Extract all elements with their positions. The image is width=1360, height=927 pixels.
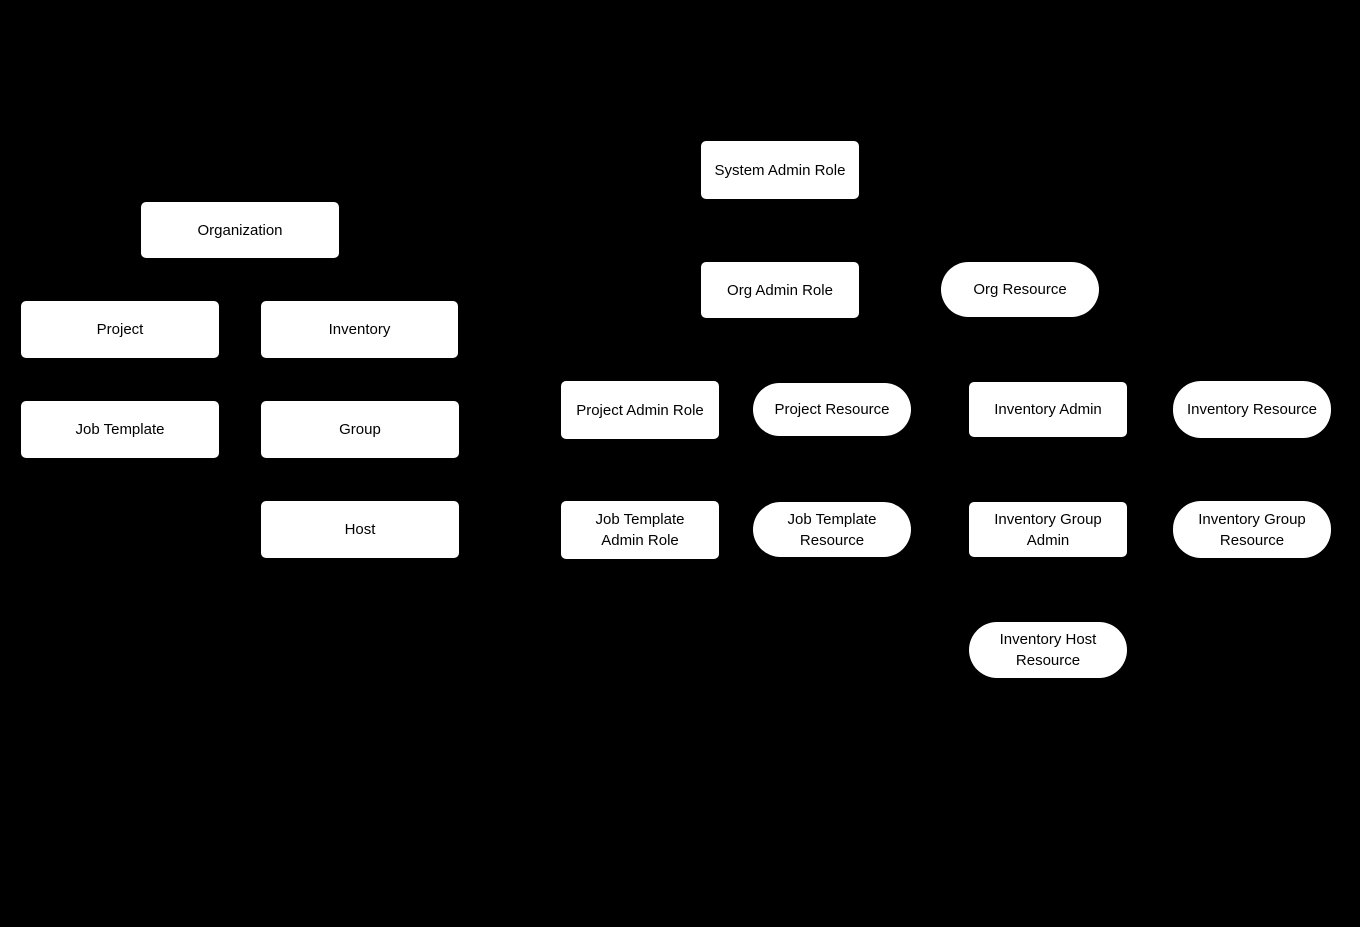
node-organization: Organization xyxy=(141,202,339,258)
node-project: Project xyxy=(21,301,219,358)
node-system-admin-role: System Admin Role xyxy=(701,141,859,199)
node-inventory-host-resource: Inventory Host Resource xyxy=(969,622,1127,678)
node-group: Group xyxy=(261,401,459,458)
node-job-template: Job Template xyxy=(21,401,219,458)
node-org-resource: Org Resource xyxy=(941,262,1099,317)
node-job-template-resource: Job Template Resource xyxy=(753,502,911,557)
node-inventory: Inventory xyxy=(261,301,458,358)
node-project-admin-role: Project Admin Role xyxy=(561,381,719,439)
node-project-resource: Project Resource xyxy=(753,383,911,436)
node-org-admin-role: Org Admin Role xyxy=(701,262,859,318)
node-inventory-resource: Inventory Resource xyxy=(1173,381,1331,438)
node-job-template-admin-role: Job Template Admin Role xyxy=(561,501,719,559)
node-inventory-admin: Inventory Admin xyxy=(969,382,1127,437)
node-host: Host xyxy=(261,501,459,558)
node-inventory-group-resource: Inventory Group Resource xyxy=(1173,501,1331,558)
node-inventory-group-admin: Inventory Group Admin xyxy=(969,502,1127,557)
